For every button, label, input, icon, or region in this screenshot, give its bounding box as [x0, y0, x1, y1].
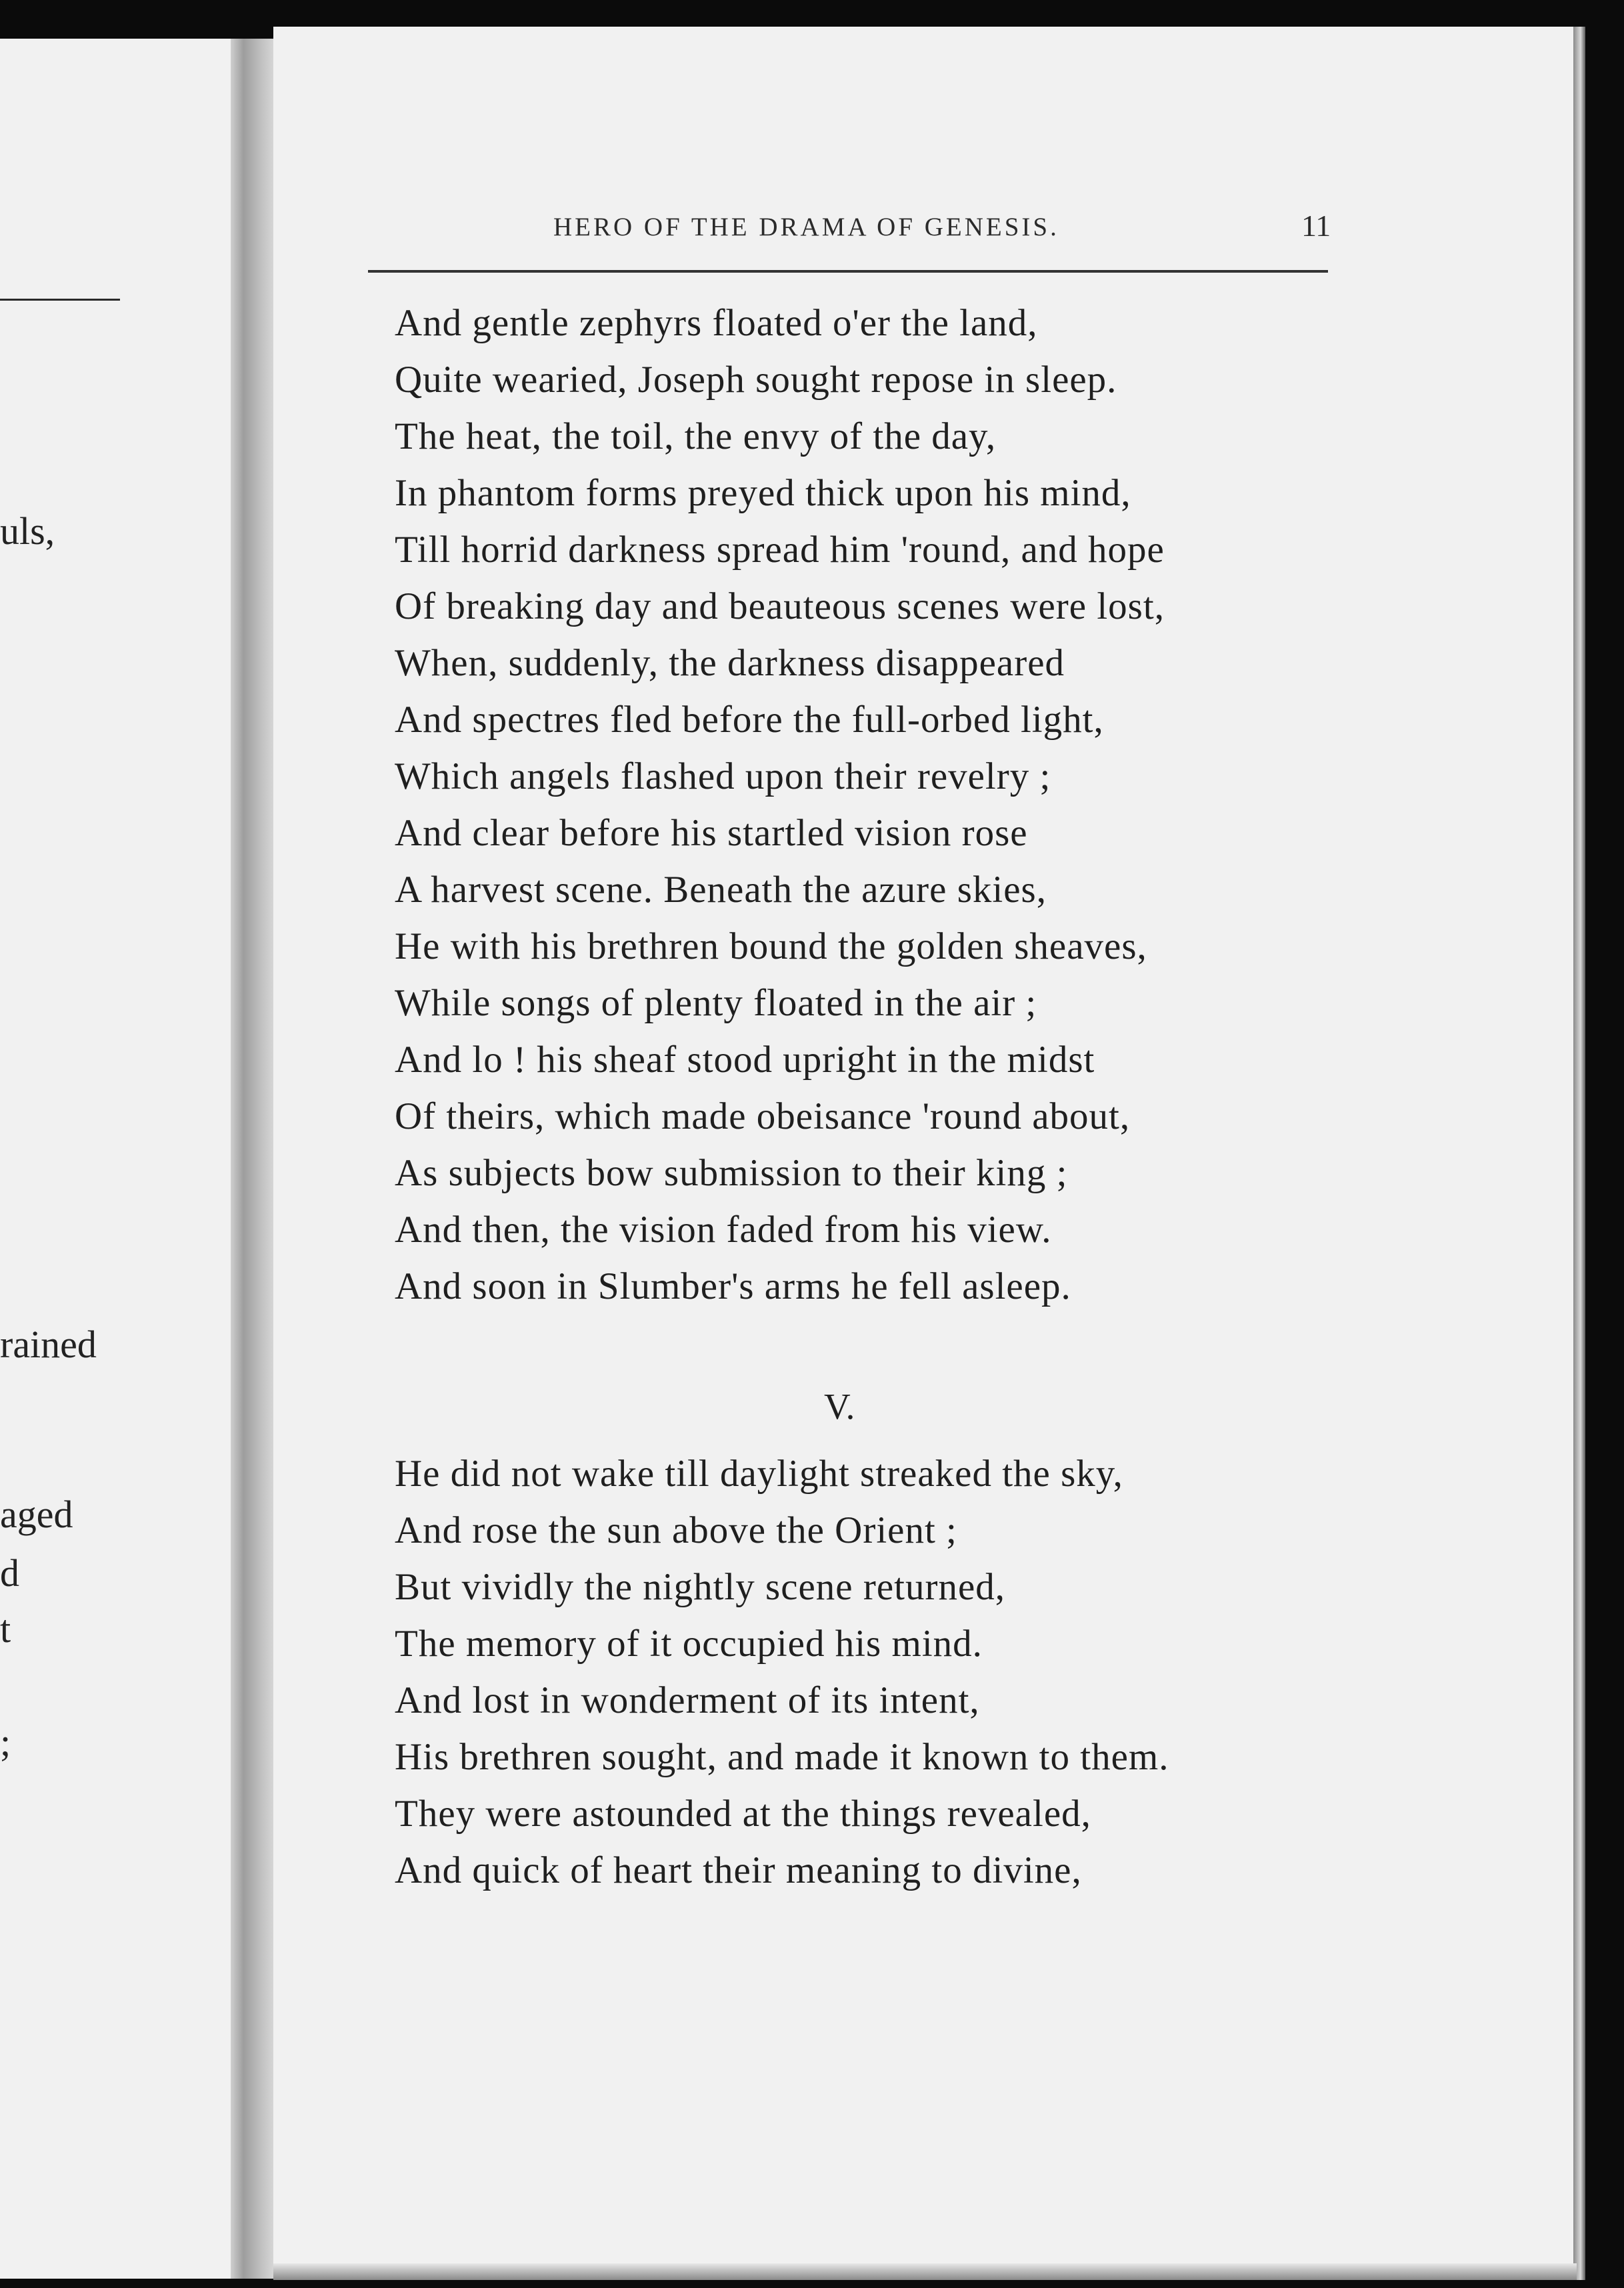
poem-line: And lost in wonderment of its intent, — [395, 1679, 980, 1721]
left-facing-page — [0, 39, 248, 2279]
header-rule — [368, 270, 1328, 273]
poem-line: And quick of heart their meaning to divine, — [395, 1849, 1082, 1891]
poem-line: And spectres fled before the full-orbed light, — [395, 699, 1104, 741]
poem-line: Till horrid darkness spread him 'round, and hope — [395, 529, 1165, 571]
poem-line: And rose the sun above the Orient ; — [395, 1509, 957, 1551]
poem-line: He did not wake till daylight streaked the sky, — [395, 1453, 1123, 1495]
running-head: HERO OF THE DRAMA OF GENESIS. — [553, 213, 1059, 241]
left-page-fragment: aged — [0, 1493, 73, 1536]
poem-line: When, suddenly, the darkness disappeared — [395, 642, 1065, 684]
poem-line: In phantom forms preyed thick upon his mind, — [395, 472, 1131, 514]
page-bottom-edge — [273, 2263, 1577, 2280]
poem-line: A harvest scene. Beneath the azure skies, — [395, 869, 1047, 911]
poem-line: He with his brethren bound the golden sheaves, — [395, 925, 1147, 967]
poem-line: While songs of plenty floated in the air ; — [395, 982, 1037, 1024]
poem-line: And then, the vision faded from his view. — [395, 1209, 1052, 1251]
poem-line: The memory of it occupied his mind. — [395, 1623, 983, 1665]
poem-line: The heat, the toil, the envy of the day, — [395, 415, 997, 457]
poem-line: But vividly the nightly scene returned, — [395, 1566, 1005, 1608]
poem-line: Quite wearied, Joseph sought repose in sleep. — [395, 359, 1117, 401]
poem-line: And soon in Slumber's arms he fell asleep. — [395, 1265, 1071, 1307]
left-page-rule — [0, 299, 120, 301]
left-page-fragment: t — [0, 1607, 11, 1651]
page-edge — [1573, 27, 1585, 2280]
left-page-fragment: uls, — [0, 509, 55, 553]
poem-line: Which angels flashed upon their revelry ; — [395, 755, 1051, 797]
poem-line: Of breaking day and beauteous scenes were lost, — [395, 585, 1165, 627]
left-page-fragment: ; — [0, 1721, 11, 1764]
poem-line: Of theirs, which made obeisance 'round about, — [395, 1095, 1131, 1137]
stanza-number: V. — [824, 1386, 855, 1427]
poem-line: And gentle zephyrs floated o'er the land, — [395, 302, 1038, 344]
poem-line: And clear before his startled vision rose — [395, 812, 1028, 854]
left-page-fragment: rained — [0, 1323, 97, 1366]
poem-line: They were astounded at the things revealed, — [395, 1793, 1091, 1835]
page-number: 11 — [1301, 209, 1331, 243]
poem-line: And lo ! his sheaf stood upright in the midst — [395, 1039, 1095, 1081]
poem-line: His brethren sought, and made it known to them. — [395, 1736, 1169, 1778]
left-page-fragment: d — [0, 1551, 19, 1595]
poem-line: As subjects bow submission to their king ; — [395, 1152, 1068, 1194]
